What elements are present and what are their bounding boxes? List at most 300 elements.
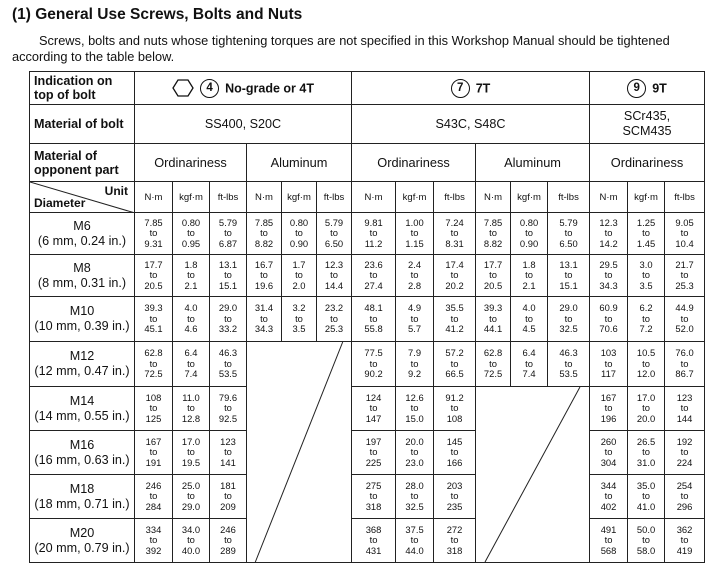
torque-value: 29.0	[559, 302, 578, 314]
torque-value: 25.3	[675, 279, 694, 291]
torque-value: 5.79	[559, 216, 578, 228]
torque-value: 31.0	[636, 456, 656, 468]
torque-value-cell	[665, 255, 705, 297]
torque-value: 20.5	[144, 279, 163, 291]
not-applicable-cell	[476, 387, 590, 563]
torque-value: 5.7	[408, 323, 422, 335]
torque-value: to	[450, 402, 459, 414]
diameter-cell	[30, 255, 135, 297]
torque-value: to	[450, 312, 459, 324]
torque-value: 5.79	[218, 216, 238, 228]
torque-value: 27.4	[364, 279, 383, 291]
torque-value: 6.2	[639, 302, 653, 314]
torque-value-cell	[628, 342, 665, 387]
torque-value: 58.0	[636, 544, 656, 556]
torque-value: 11.0	[182, 391, 200, 403]
torque-value: to	[187, 312, 195, 324]
torque-value: 0.80	[289, 216, 309, 228]
torque-value: 25.0	[181, 479, 201, 491]
torque-value: to	[410, 357, 419, 369]
torque-value: 362	[676, 523, 693, 535]
torque-value: 39.3	[144, 302, 163, 314]
torque-value: 368	[365, 523, 382, 535]
torque-value-cell	[173, 431, 210, 475]
torque-value: 3.5	[639, 279, 653, 291]
torque-value: 9.2	[408, 368, 422, 380]
opponent-part-cell: Ordinariness	[590, 144, 705, 182]
torque-value: to	[680, 357, 689, 369]
torque-value: 6.87	[218, 237, 238, 249]
diagonal-slash	[476, 387, 589, 562]
torque-value: to	[187, 357, 195, 369]
torque-value: 9.05	[675, 216, 694, 228]
torque-value: 17.0	[181, 435, 201, 447]
torque-value: to	[564, 269, 573, 281]
torque-value-cell	[511, 297, 548, 342]
torque-value: to	[260, 269, 268, 281]
not-applicable-cell	[247, 342, 352, 563]
torque-value: 235	[446, 500, 463, 512]
torque-value: to	[149, 402, 158, 414]
bolt-material-row	[30, 105, 705, 144]
torque-value-cell	[665, 519, 705, 563]
diameter-cell	[30, 342, 135, 387]
torque-value: 431	[365, 544, 382, 556]
torque-value-cell	[173, 342, 210, 387]
diameter-cell	[30, 387, 135, 431]
unit-header-cell: kgf·m	[173, 182, 210, 213]
torque-table	[29, 71, 705, 563]
torque-value: 20.0	[405, 435, 424, 447]
torque-value-cell	[628, 297, 665, 342]
unit-header-cell: ft-lbs	[210, 182, 247, 213]
unit-header-cell: ft-lbs	[665, 182, 705, 213]
torque-value: 123	[676, 391, 693, 403]
torque-value: 0.95	[181, 237, 201, 249]
material-opponent-label: Material of opponent part	[30, 144, 135, 182]
torque-value: 26.5	[636, 435, 656, 447]
torque-value: to	[149, 227, 158, 239]
torque-value: 108	[446, 412, 463, 424]
torque-value-cell	[434, 297, 476, 342]
torque-value: 124	[365, 391, 382, 403]
torque-value: 53.5	[218, 368, 238, 380]
torque-value-cell	[665, 297, 705, 342]
bolt-size: M20	[69, 525, 95, 540]
torque-value: 12.6	[405, 391, 424, 403]
torque-value: 197	[365, 435, 382, 447]
torque-value: to	[187, 269, 195, 281]
unit-header-cell: kgf·m	[282, 182, 317, 213]
bolt-size-metric: (16 mm, 0.63 in.)	[34, 452, 130, 467]
grade-circle-icon: 7	[451, 79, 470, 98]
torque-value: 12.8	[181, 412, 201, 424]
torque-value: 17.7	[483, 258, 503, 270]
torque-value: to	[604, 312, 613, 324]
torque-value: to	[642, 534, 650, 546]
torque-value: 10.4	[675, 237, 694, 249]
torque-value: 141	[220, 456, 236, 468]
torque-value-cell	[511, 255, 548, 297]
torque-value: 15.1	[218, 279, 238, 291]
bolt-material-text	[590, 109, 704, 139]
torque-value: 7.24	[445, 216, 464, 228]
torque-value: 246	[220, 523, 236, 535]
torque-value-cell	[210, 475, 247, 519]
torque-value-cell	[548, 213, 590, 255]
unit-header-cell: N·m	[590, 182, 628, 213]
torque-value: 15.0	[405, 412, 424, 424]
torque-value: 7.2	[639, 323, 653, 335]
torque-value: 1.7	[292, 258, 306, 270]
torque-value: 402	[600, 500, 617, 512]
torque-value: 192	[676, 435, 693, 447]
torque-value: 52.0	[675, 323, 694, 335]
torque-value-cell	[173, 213, 210, 255]
torque-value: to	[410, 534, 419, 546]
torque-value-cell	[434, 431, 476, 475]
torque-value: to	[525, 357, 533, 369]
torque-value-cell	[396, 297, 434, 342]
torque-value: to	[330, 312, 338, 324]
torque-value: 44.1	[483, 323, 503, 335]
torque-value: 91.2	[445, 391, 464, 403]
torque-value: to	[680, 446, 689, 458]
size-row	[30, 431, 705, 475]
torque-value-cell	[396, 475, 434, 519]
torque-value: 3.5	[292, 323, 306, 335]
torque-value-cell	[665, 431, 705, 475]
torque-value: to	[149, 534, 158, 546]
torque-value: to	[450, 446, 459, 458]
torque-value: to	[604, 534, 613, 546]
torque-value-cell	[210, 431, 247, 475]
torque-value: to	[525, 227, 533, 239]
torque-value: 260	[600, 435, 617, 447]
torque-value: 40.0	[181, 544, 201, 556]
torque-value: to	[369, 357, 378, 369]
torque-value: to	[224, 446, 232, 458]
torque-value: 1.8	[522, 258, 536, 270]
torque-value: 334	[145, 523, 162, 535]
unit-header-cell: N·m	[476, 182, 511, 213]
torque-value: to	[410, 446, 419, 458]
torque-value: to	[369, 402, 378, 414]
bolt-size-metric: (8 mm, 0.31 in.)	[37, 275, 127, 290]
torque-value-cell	[434, 342, 476, 387]
torque-value-cell	[210, 297, 247, 342]
torque-value: 34.3	[254, 323, 274, 335]
torque-value: to	[604, 490, 613, 502]
torque-value-cell	[511, 213, 548, 255]
torque-value-cell	[352, 297, 396, 342]
torque-value-cell	[628, 255, 665, 297]
torque-value: to	[149, 490, 158, 502]
torque-value: 23.2	[324, 302, 344, 314]
torque-value: 203	[446, 479, 463, 491]
torque-value: to	[642, 446, 650, 458]
torque-value: to	[680, 490, 689, 502]
torque-value: to	[295, 312, 303, 324]
torque-value-cell	[590, 519, 628, 563]
torque-value: to	[410, 269, 419, 281]
grade-4t-cell	[135, 72, 352, 105]
torque-value: 108	[145, 391, 162, 403]
torque-value: 53.5	[559, 368, 578, 380]
size-row	[30, 519, 705, 563]
torque-value: to	[642, 227, 650, 239]
grade-label: 9T	[652, 81, 667, 95]
unit-header-cell: kgf·m	[628, 182, 665, 213]
torque-value: 103	[600, 347, 617, 359]
torque-value: to	[642, 490, 650, 502]
torque-value: 123	[220, 435, 236, 447]
torque-value: 76.0	[675, 347, 694, 359]
torque-value: to	[330, 269, 338, 281]
torque-value-cell	[396, 387, 434, 431]
torque-value: 37.5	[405, 523, 424, 535]
torque-value-cell	[135, 255, 173, 297]
torque-value-cell	[352, 431, 396, 475]
torque-value: 66.5	[445, 368, 464, 380]
torque-value-cell	[135, 519, 173, 563]
torque-value: 318	[365, 500, 382, 512]
size-row	[30, 387, 705, 431]
torque-value: to	[680, 312, 689, 324]
torque-value: 209	[220, 500, 236, 512]
torque-value: 344	[600, 479, 617, 491]
torque-value: to	[187, 534, 195, 546]
torque-value-cell	[434, 213, 476, 255]
bolt-material-cell: S43C, S48C	[352, 105, 590, 144]
torque-value: 272	[446, 523, 463, 535]
bolt-size: M18	[69, 481, 95, 496]
torque-value-cell	[135, 431, 173, 475]
bolt-size-metric: (6 mm, 0.24 in.)	[37, 233, 127, 248]
torque-value: 6.50	[559, 237, 578, 249]
torque-value-cell	[282, 255, 317, 297]
torque-value: 7.85	[254, 216, 274, 228]
torque-value-cell	[352, 213, 396, 255]
torque-value: 29.0	[181, 500, 201, 512]
torque-value: to	[149, 357, 158, 369]
grade-circle-icon: 4	[200, 79, 219, 98]
torque-value: 392	[145, 544, 162, 556]
torque-value: 3.2	[292, 302, 306, 314]
torque-value-cell	[590, 431, 628, 475]
torque-value: 28.0	[405, 479, 424, 491]
torque-value: 296	[676, 500, 693, 512]
torque-value-cell	[476, 213, 511, 255]
torque-value: 17.7	[144, 258, 163, 270]
torque-value-cell	[352, 255, 396, 297]
torque-value: 181	[220, 479, 236, 491]
torque-value-cell	[628, 387, 665, 431]
torque-value: to	[642, 357, 650, 369]
torque-value: 1.45	[636, 237, 656, 249]
torque-value: 224	[676, 456, 693, 468]
torque-value: to	[260, 312, 268, 324]
torque-value: 117	[601, 368, 616, 380]
torque-value: to	[489, 269, 497, 281]
intro-line-2: according to the table below.	[12, 49, 175, 64]
torque-value: to	[224, 312, 232, 324]
torque-value-cell	[282, 213, 317, 255]
torque-value: 5.79	[324, 216, 344, 228]
torque-value: 44.9	[675, 302, 694, 314]
torque-value: 304	[600, 456, 617, 468]
torque-value: to	[604, 269, 613, 281]
torque-value: 41.0	[636, 500, 656, 512]
size-row	[30, 342, 705, 387]
torque-value: to	[450, 227, 459, 239]
torque-value: to	[489, 357, 497, 369]
torque-value-cell	[476, 255, 511, 297]
intro-line-1: Screws, bolts and nuts whose tightening torques are not specified in this Workshop Manual should be tightened	[39, 33, 670, 48]
torque-value: 318	[446, 544, 463, 556]
torque-value-cell	[548, 255, 590, 297]
torque-value: 12.3	[599, 216, 618, 228]
torque-value: to	[450, 357, 459, 369]
torque-value: 20.2	[445, 279, 464, 291]
torque-value: to	[224, 269, 232, 281]
torque-value: to	[369, 227, 378, 239]
torque-value: 3.0	[639, 258, 653, 270]
torque-value-cell	[135, 387, 173, 431]
torque-value: 35.5	[445, 302, 464, 314]
torque-value-cell	[628, 475, 665, 519]
bolt-material-line: SCr435,	[623, 109, 671, 123]
torque-value: 8.31	[445, 237, 464, 249]
size-row	[30, 475, 705, 519]
torque-value: to	[489, 227, 497, 239]
torque-value: 1.15	[405, 237, 424, 249]
torque-value-cell	[511, 342, 548, 387]
torque-value: 39.3	[483, 302, 503, 314]
torque-value: 13.1	[218, 258, 238, 270]
size-row	[30, 255, 705, 297]
grade-9t-cell	[590, 72, 705, 105]
torque-value: 254	[676, 479, 693, 491]
torque-value: to	[369, 446, 378, 458]
torque-value: 419	[676, 544, 693, 556]
torque-value: 7.4	[522, 368, 536, 380]
torque-value: 11.2	[364, 237, 383, 249]
torque-value: 1.00	[405, 216, 424, 228]
intro-text	[12, 33, 702, 65]
torque-value: to	[224, 490, 232, 502]
torque-value: 32.5	[559, 323, 578, 335]
torque-value: 4.5	[522, 323, 536, 335]
torque-value: 568	[600, 544, 617, 556]
section-title: (1) General Use Screws, Bolts and Nuts	[12, 6, 303, 23]
unit-row	[30, 182, 705, 213]
torque-value: 167	[600, 391, 617, 403]
unit-label: Unit	[104, 184, 128, 198]
torque-value: 62.8	[483, 347, 503, 359]
torque-value-cell	[135, 342, 173, 387]
torque-value: to	[680, 269, 689, 281]
bolt-size: M16	[69, 437, 95, 452]
torque-value: 19.5	[181, 456, 201, 468]
bolt-size-metric: (12 mm, 0.47 in.)	[34, 364, 130, 378]
unit-header-cell: N·m	[135, 182, 173, 213]
torque-value-cell	[665, 475, 705, 519]
indication-row	[30, 72, 705, 105]
torque-value: to	[295, 227, 303, 239]
bolt-material-line: SCM435	[622, 124, 672, 138]
torque-value-cell	[247, 213, 282, 255]
torque-value-cell	[352, 475, 396, 519]
torque-value: 225	[365, 456, 382, 468]
torque-value: 29.0	[218, 302, 238, 314]
torque-value: 34.3	[599, 279, 618, 291]
bolt-size-metric: (10 mm, 0.39 in.)	[34, 319, 130, 333]
torque-value-cell	[476, 297, 511, 342]
torque-value: 34.0	[181, 523, 201, 535]
unit-header-cell: ft-lbs	[434, 182, 476, 213]
torque-value: 14.4	[324, 279, 344, 291]
torque-value-cell	[282, 297, 317, 342]
torque-value: 166	[446, 456, 463, 468]
torque-value: 125	[145, 412, 162, 424]
torque-value: 246	[145, 479, 162, 491]
torque-value: to	[224, 534, 232, 546]
torque-value-cell	[396, 342, 434, 387]
torque-value-cell	[317, 297, 352, 342]
torque-value-cell	[210, 519, 247, 563]
torque-value: to	[187, 446, 195, 458]
torque-value: to	[187, 402, 195, 414]
torque-value: to	[410, 490, 419, 502]
torque-value: 7.85	[483, 216, 503, 228]
torque-value: 57.2	[445, 347, 464, 359]
torque-value: 0.90	[519, 237, 539, 249]
torque-value: 6.50	[324, 237, 344, 249]
torque-value-cell	[434, 519, 476, 563]
torque-value-cell	[173, 297, 210, 342]
torque-value: 1.8	[184, 258, 198, 270]
torque-value-cell	[434, 255, 476, 297]
torque-value: 284	[145, 500, 162, 512]
grade-7t-cell	[352, 72, 590, 105]
torque-value: 145	[446, 435, 463, 447]
unit-header-cell: kgf·m	[396, 182, 434, 213]
torque-value: to	[187, 490, 195, 502]
torque-value: to	[450, 269, 459, 281]
torque-value: 70.6	[599, 323, 618, 335]
diagonal-slash	[247, 342, 351, 562]
torque-value: to	[604, 402, 613, 414]
torque-value-cell	[352, 387, 396, 431]
torque-value: 17.4	[445, 258, 464, 270]
torque-value: to	[149, 446, 158, 458]
torque-value-cell	[434, 475, 476, 519]
torque-value: to	[410, 227, 419, 239]
torque-value-cell	[247, 297, 282, 342]
torque-value: to	[149, 269, 158, 281]
torque-value: to	[489, 312, 497, 324]
torque-value: 12.0	[636, 368, 656, 380]
torque-value-cell	[396, 431, 434, 475]
torque-value: 15.1	[559, 279, 578, 291]
torque-value: 2.0	[292, 279, 306, 291]
torque-value: 167	[145, 435, 162, 447]
material-bolt-label: Material of bolt	[30, 105, 135, 144]
torque-value-cell	[590, 297, 628, 342]
bolt-size-metric: (20 mm, 0.79 in.)	[34, 540, 130, 555]
bolt-material-cell	[590, 105, 705, 144]
